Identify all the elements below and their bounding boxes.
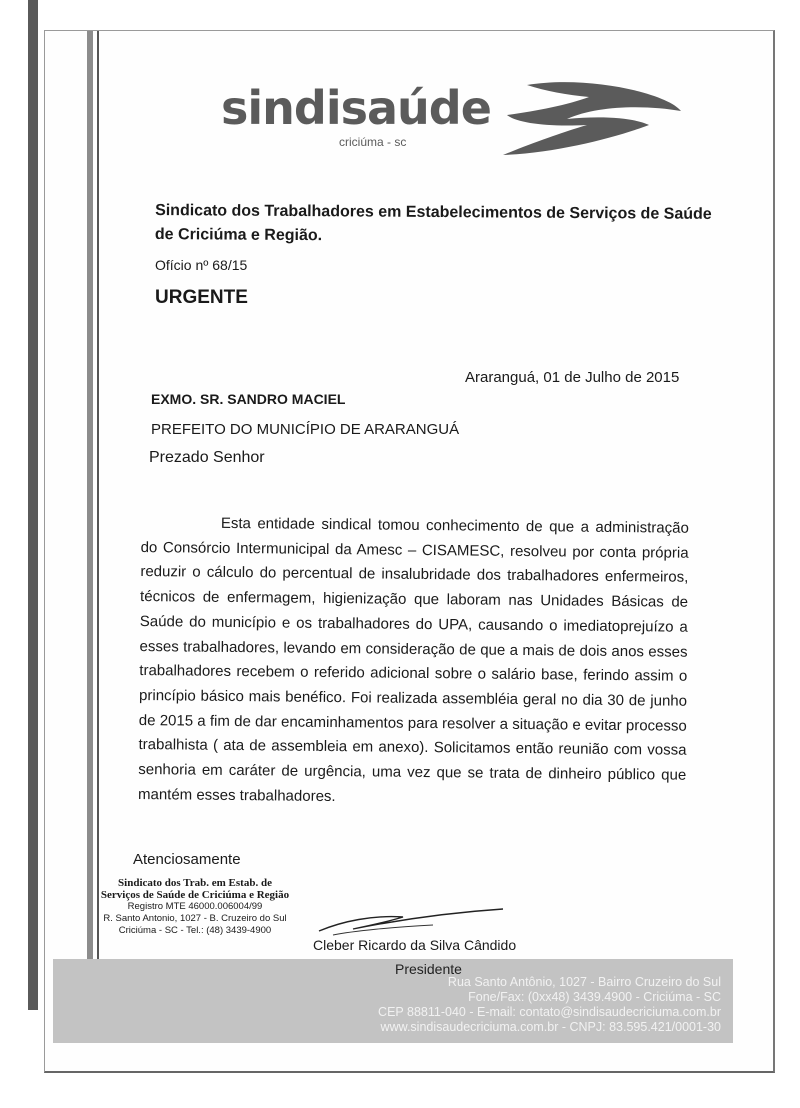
office-number: Ofício nº 68/15	[155, 257, 248, 273]
logo-wordmark: sindisaúde	[221, 81, 491, 135]
footer-address: Rua Santo Antônio, 1027 - Bairro Cruzeiro do Sul	[447, 975, 721, 989]
signer-role: Presidente	[395, 961, 462, 977]
logo-swoosh-icon	[497, 75, 687, 157]
stamp-phone: Criciúma - SC - Tel.: (48) 3439-4900	[118, 925, 272, 936]
stamp-registration: Registro MTE 46000.006004/99	[127, 901, 263, 912]
scan-edge-stripe	[28, 0, 38, 1010]
footer-website: www.sindisaudecriciuma.com.br - CNPJ: 83.595.421/0001-30	[380, 1020, 721, 1034]
footer-contact	[378, 975, 721, 1035]
signer-name: Cleber Ricardo da Silva Cândido	[313, 937, 517, 953]
stamp-address: R. Santo Antonio, 1027 - B. Cruzeiro do Sul	[103, 913, 287, 924]
organization-heading: Sindicato dos Trabalhadores em Estabelecimentos de Serviços de Saúde de Criciúma e Região.	[154, 202, 712, 245]
greeting: Prezado Senhor	[149, 449, 265, 466]
addressee-name: EXMO. SR. SANDRO MACIEL	[151, 391, 346, 407]
footer-email: CEP 88811-040 - E-mail: contato@sindisaudecriciuma.com.br	[378, 1005, 721, 1019]
letter-date: Araranguá, 01 de Julho de 2015	[465, 369, 680, 386]
handwritten-signature	[313, 901, 513, 941]
stamp-line: Sindicato dos Trab. em Estab. de	[118, 877, 272, 889]
closing: Atenciosamente	[133, 851, 241, 868]
urgency-label: URGENTE	[155, 287, 248, 308]
logo-subtitle: criciúma - sc	[339, 135, 407, 149]
letter-page	[44, 30, 775, 1073]
stamp-line: Serviços de Saúde de Criciúma e Região	[100, 889, 290, 901]
union-stamp	[85, 877, 305, 937]
footer-phone: Fone/Fax: (0xx48) 3439.4900 - Criciúma - SC	[468, 990, 721, 1004]
letter-body: Esta entidade sindical tomou conhecimento de que a administração do Consórcio Intermunicipal da Amesc – CISAMESC, resolveu por conta própria reduzir o cálculo do percentual de insalubridade dos trabalhadores enfermeiros, técnicos de enfermagem, higienização que laboram nas Unidades Básicas de Saúde do município e os trabalhadores do UPA, causando o imediatoprejuízo a esses trabalhadores, levando em consideração de que a mais de dois anos esses trabalhadores recebem o referido adicional sobre o salário base, ferindo assim o princípio básico mais benéfico. Foi realizada assembléia geral no dia 30 de junho de 2015 a fim de dar encaminhamentos para resolver a situação e evitar processo trabalhista ( ata de assembleia em anexo). Solicitamos então reunião com vossa senhoria em caráter de urgência, uma vez que se trata de dinheiro público que mantém esses trabalhadores.	[137, 514, 689, 805]
sindisaude-logo	[221, 75, 691, 165]
addressee-title: PREFEITO DO MUNICÍPIO DE ARARANGUÁ	[151, 421, 460, 438]
footer-band	[53, 959, 733, 1043]
